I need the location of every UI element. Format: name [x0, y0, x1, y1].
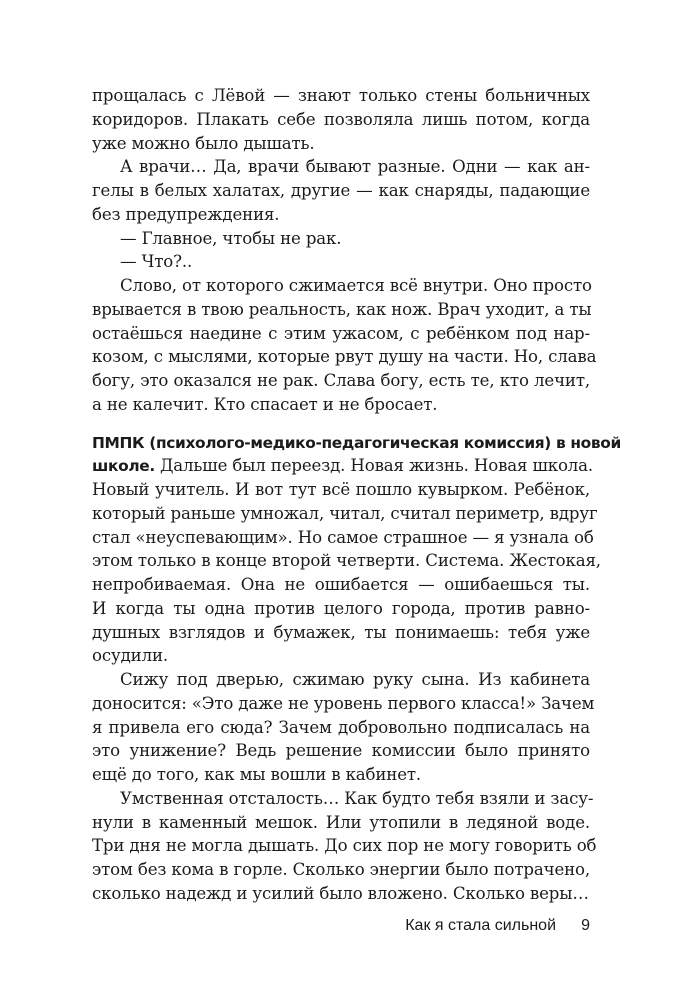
section: [92, 431, 621, 669]
text-line: доносится: «Это даже не уровень первого класса!» Зачем: [92, 693, 595, 713]
text-line: И когда ты одна против целого города, против равно-: [92, 598, 590, 618]
text-line: этом только в конце второй четверти. Система. Жестокая,: [92, 551, 601, 571]
text-line: остаёшься наедине с этим ужасом, с ребёнком под нар-: [92, 323, 590, 343]
section-heading-end: школе.: [92, 457, 155, 476]
text-line: непробиваемая. Она не ошибается — ошибаешься ты.: [92, 575, 590, 594]
text-line: Умственная отсталость… Как будто тебя взяли и засу-: [120, 788, 594, 808]
dialogue-line: — Что?..: [120, 252, 193, 272]
text-line: душных взглядов и бумажек, ты понимаешь: тебя уже: [92, 622, 590, 642]
section-heading-line: [92, 431, 621, 455]
text-run: Дальше был переезд. Новая жизнь. Новая школа.: [154, 456, 594, 476]
section-heading: ПМПК (психолого-медико-педагогическая комиссия) в новой: [92, 433, 621, 452]
paragraph: [92, 155, 590, 226]
dialogue: [92, 227, 590, 275]
text-line: уже можно было дышать.: [92, 133, 315, 153]
page-number: 9: [581, 917, 590, 934]
text-line: [92, 454, 594, 478]
paragraph: [92, 84, 590, 155]
page-body: [92, 84, 621, 906]
text-line: этом без кома в горле. Сколько энергии было потрачено,: [92, 860, 590, 879]
text-line: богу, это оказался не рак. Слава богу, есть те, кто лечит,: [92, 371, 590, 390]
paragraph: [92, 668, 595, 787]
paragraph: [92, 787, 597, 906]
paragraph: [92, 274, 597, 417]
text-line: А врачи… Да, врачи бывают разные. Одни — как ан-: [120, 157, 590, 177]
text-line: коридоров. Плакать себе позволяла лишь потом, когда: [92, 109, 590, 129]
text-line: я привела его сюда? Зачем добровольно подписалась на: [92, 717, 590, 737]
text-line: врывается в твою реальность, как нож. Врач уходит, а ты: [92, 299, 592, 319]
section-gap: [92, 417, 590, 431]
text-line: без предупреждения.: [92, 204, 280, 224]
text-line: стал «неуспевающим». Но самое страшное — я узнала об: [92, 527, 594, 547]
text-line: прощалась с Лёвой — знают только стены больничных: [92, 86, 590, 105]
text-line: а не калечит. Кто спасает и не бросает.: [92, 394, 438, 414]
running-title: Как я стала сильной: [405, 917, 556, 934]
dialogue-line: — Главное, чтобы не рак.: [120, 228, 342, 248]
text-line: Слово, от которого сжимается всё внутри. Оно просто: [120, 276, 592, 295]
text-line: Три дня не могла дышать. До сих пор не могу говорить об: [92, 836, 597, 856]
text-line: козом, с мыслями, которые рвут душу на части. Но, слава: [92, 347, 597, 367]
text-line: это унижение? Ведь решение комиссии было принято: [92, 741, 590, 761]
page-footer: [0, 914, 590, 938]
text-line: сколько надежд и усилий было вложено. Сколько веры…: [92, 883, 589, 903]
text-line: гелы в белых халатах, другие — как снаряды, падающие: [92, 181, 590, 200]
text-line: Новый учитель. И вот тут всё пошло кувырком. Ребёнок,: [92, 480, 590, 499]
text-line: осудили.: [92, 646, 168, 666]
text-line: ещё до того, как мы вошли в кабинет.: [92, 765, 422, 784]
text-line: Сижу под дверью, сжимаю руку сына. Из кабинета: [120, 670, 590, 689]
text-line: нули в каменный мешок. Или утопили в ледяной воде.: [92, 812, 590, 832]
text-line: который раньше умножал, читал, считал периметр, вдруг: [92, 503, 598, 523]
